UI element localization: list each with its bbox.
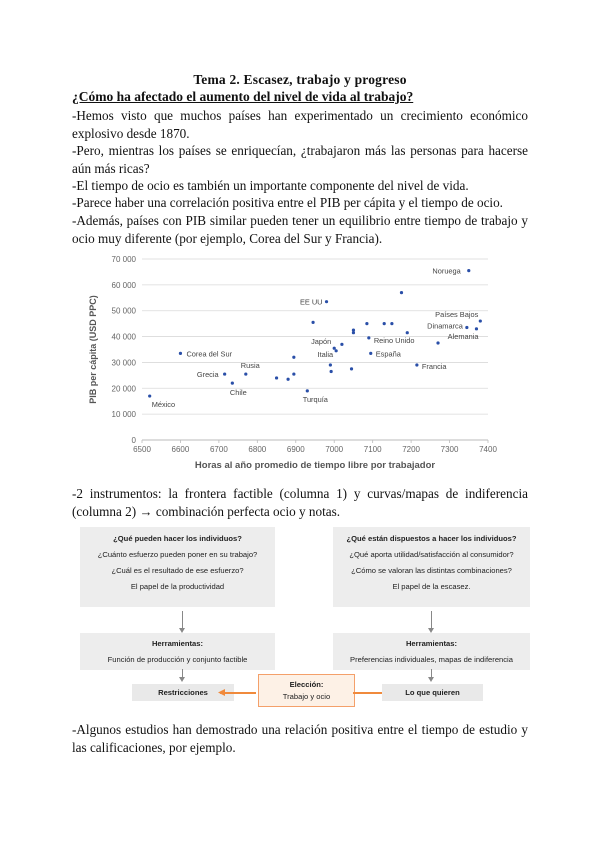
point-label: Japón xyxy=(311,337,332,347)
page-title: Tema 2. Escasez, trabajo y progreso xyxy=(193,72,407,87)
x-tick-label: 6600 xyxy=(171,445,190,454)
point-label: Reino Unido xyxy=(373,335,415,345)
data-point xyxy=(286,378,289,381)
point-label: México xyxy=(151,400,176,410)
data-point xyxy=(223,372,226,375)
data-point xyxy=(479,319,482,322)
wants-box: Lo que quieren xyxy=(382,684,483,701)
y-tick-label: 10 000 xyxy=(111,410,136,420)
left-question-box xyxy=(80,527,275,607)
y-tick-label: 70 000 xyxy=(111,255,136,264)
section-subtitle: ¿Cómo ha afectado el aumento del nivel de vida al trabajo? xyxy=(72,89,414,104)
left-down-arrow xyxy=(182,611,183,629)
y-tick-label: 20 000 xyxy=(111,384,136,394)
x-tick-label: 7100 xyxy=(363,445,382,454)
left-question-head: ¿Qué pueden hacer los individuos? xyxy=(113,534,242,543)
x-tick-label: 7000 xyxy=(325,445,344,454)
left-tools-box xyxy=(80,633,275,670)
y-tick-label: 0 xyxy=(131,436,136,445)
paragraph-instruments: -2 instrumentos: la frontera factible (columna 1) y curvas/mapas de indiferencia (columna 2) → combinación perfecta ocio y notas. xyxy=(72,486,528,519)
data-point xyxy=(390,322,393,325)
data-point xyxy=(275,376,278,379)
point-label: Alemania xyxy=(447,331,479,341)
point-label: Noruega xyxy=(432,266,461,276)
data-point xyxy=(148,394,151,397)
data-point xyxy=(306,389,309,392)
choice-box xyxy=(258,674,355,707)
right-down-arrow-2 xyxy=(431,669,432,678)
scatter-chart xyxy=(80,250,510,475)
point-label: Grecia xyxy=(196,370,219,380)
point-label: Turquía xyxy=(302,394,328,404)
data-point xyxy=(350,367,353,370)
point-label: Países Bajos xyxy=(435,310,479,320)
right-question-box xyxy=(333,527,530,607)
data-point xyxy=(475,327,478,330)
point-label: EE UU xyxy=(299,297,323,307)
data-point xyxy=(352,331,355,334)
data-point xyxy=(406,331,409,334)
paragraph-2: -Pero, mientras los países se enriquecían, ¿trabajaron más las personas para hacerse aún más ricas? xyxy=(72,143,528,176)
left-question-line-3: El papel de la productividad xyxy=(130,582,225,591)
data-point xyxy=(335,349,338,352)
x-axis-label: Horas al año promedio de tiempo libre por trabajador xyxy=(194,460,436,471)
data-point xyxy=(244,372,247,375)
data-point xyxy=(325,300,328,303)
x-tick-label: 7400 xyxy=(479,445,497,454)
y-tick-label: 40 000 xyxy=(111,332,136,342)
point-label: Corea del Sur xyxy=(186,349,233,359)
left-question-line-2: ¿Cuál es el resultado de ese esfuerzo? xyxy=(111,566,244,575)
right-question-line-1: ¿Qué aporta utilidad/satisfacción al consumidor? xyxy=(349,550,514,559)
data-point xyxy=(179,352,182,355)
data-point xyxy=(465,326,468,329)
right-tools-box xyxy=(333,633,530,670)
point-label: Rusia xyxy=(240,361,260,371)
choice-line: Trabajo y ocio xyxy=(282,692,331,701)
point-label: Francia xyxy=(421,362,447,372)
right-tools-line: Preferencias individuales, mapas de indiferencia xyxy=(350,655,513,664)
data-point xyxy=(467,269,470,272)
right-question-line-3: El papel de la escasez. xyxy=(392,582,471,591)
point-label: Chile xyxy=(229,388,247,398)
data-point xyxy=(400,291,403,294)
left-orange-arrowhead xyxy=(218,688,226,697)
chart-point-labels xyxy=(152,267,480,409)
data-point xyxy=(367,336,370,339)
left-question-line-1: ¿Cuánto esfuerzo pueden poner en su trabajo? xyxy=(97,550,258,559)
data-point xyxy=(383,322,386,325)
x-tick-label: 6900 xyxy=(286,445,305,454)
y-tick-label: 50 000 xyxy=(111,306,136,316)
data-point xyxy=(311,321,314,324)
data-point xyxy=(329,363,332,366)
data-point xyxy=(369,352,372,355)
x-tick-label: 6800 xyxy=(248,445,267,454)
left-tools-line: Función de producción y conjunto factible xyxy=(107,655,248,664)
x-tick-label: 7300 xyxy=(440,445,459,454)
data-point xyxy=(340,343,343,346)
paragraph-1: -Hemos visto que muchos países han experimentado un crecimiento económico explosivo desde 1870. xyxy=(72,108,528,141)
right-question-head: ¿Qué están dispuestos a hacer los individuos? xyxy=(346,534,517,543)
left-down-arrow-2 xyxy=(182,669,183,678)
paragraph-4: -Parece haber una correlación positiva entre el PIB per cápita y el tiempo de ocio. xyxy=(72,195,503,210)
right-down-arrow xyxy=(431,611,432,629)
choice-head: Elección: xyxy=(289,680,324,689)
restrictions-box: Restricciones xyxy=(132,684,234,701)
point-label: Dinamarca xyxy=(427,321,463,331)
data-point xyxy=(292,356,295,359)
data-point xyxy=(330,370,333,373)
paragraph-final: -Algunos estudios han demostrado una relación positiva entre el tiempo de estudio y las calificaciones, por ejemplo. xyxy=(72,722,528,755)
paragraph-5: -Además, países con PIB similar pueden tener un equilibrio entre tiempo de trabajo y ocio muy diferente (por ejemplo, Corea del Sur y Francia). xyxy=(72,213,528,246)
right-question-line-2: ¿Cómo se valoran las distintas combinaciones? xyxy=(351,566,512,575)
point-label: España xyxy=(375,349,401,359)
data-point xyxy=(415,363,418,366)
data-point xyxy=(365,322,368,325)
y-tick-label: 30 000 xyxy=(111,358,136,368)
data-point xyxy=(292,372,295,375)
y-axis-label: PIB per cápita (USD PPC) xyxy=(88,295,98,404)
decision-diagram xyxy=(80,527,530,707)
y-tick-label: 60 000 xyxy=(111,280,136,290)
x-tick-label: 6700 xyxy=(209,445,228,454)
paragraph-3: -El tiempo de ocio es también un importante componente del nivel de vida. xyxy=(72,178,469,193)
x-tick-label: 6500 xyxy=(133,445,151,454)
x-tick-label: 7200 xyxy=(402,445,421,454)
data-point xyxy=(231,382,234,385)
point-label: Italia xyxy=(317,349,334,359)
left-tools-head: Herramientas: xyxy=(151,639,204,648)
data-point xyxy=(436,341,439,344)
right-tools-head: Herramientas: xyxy=(405,639,458,648)
